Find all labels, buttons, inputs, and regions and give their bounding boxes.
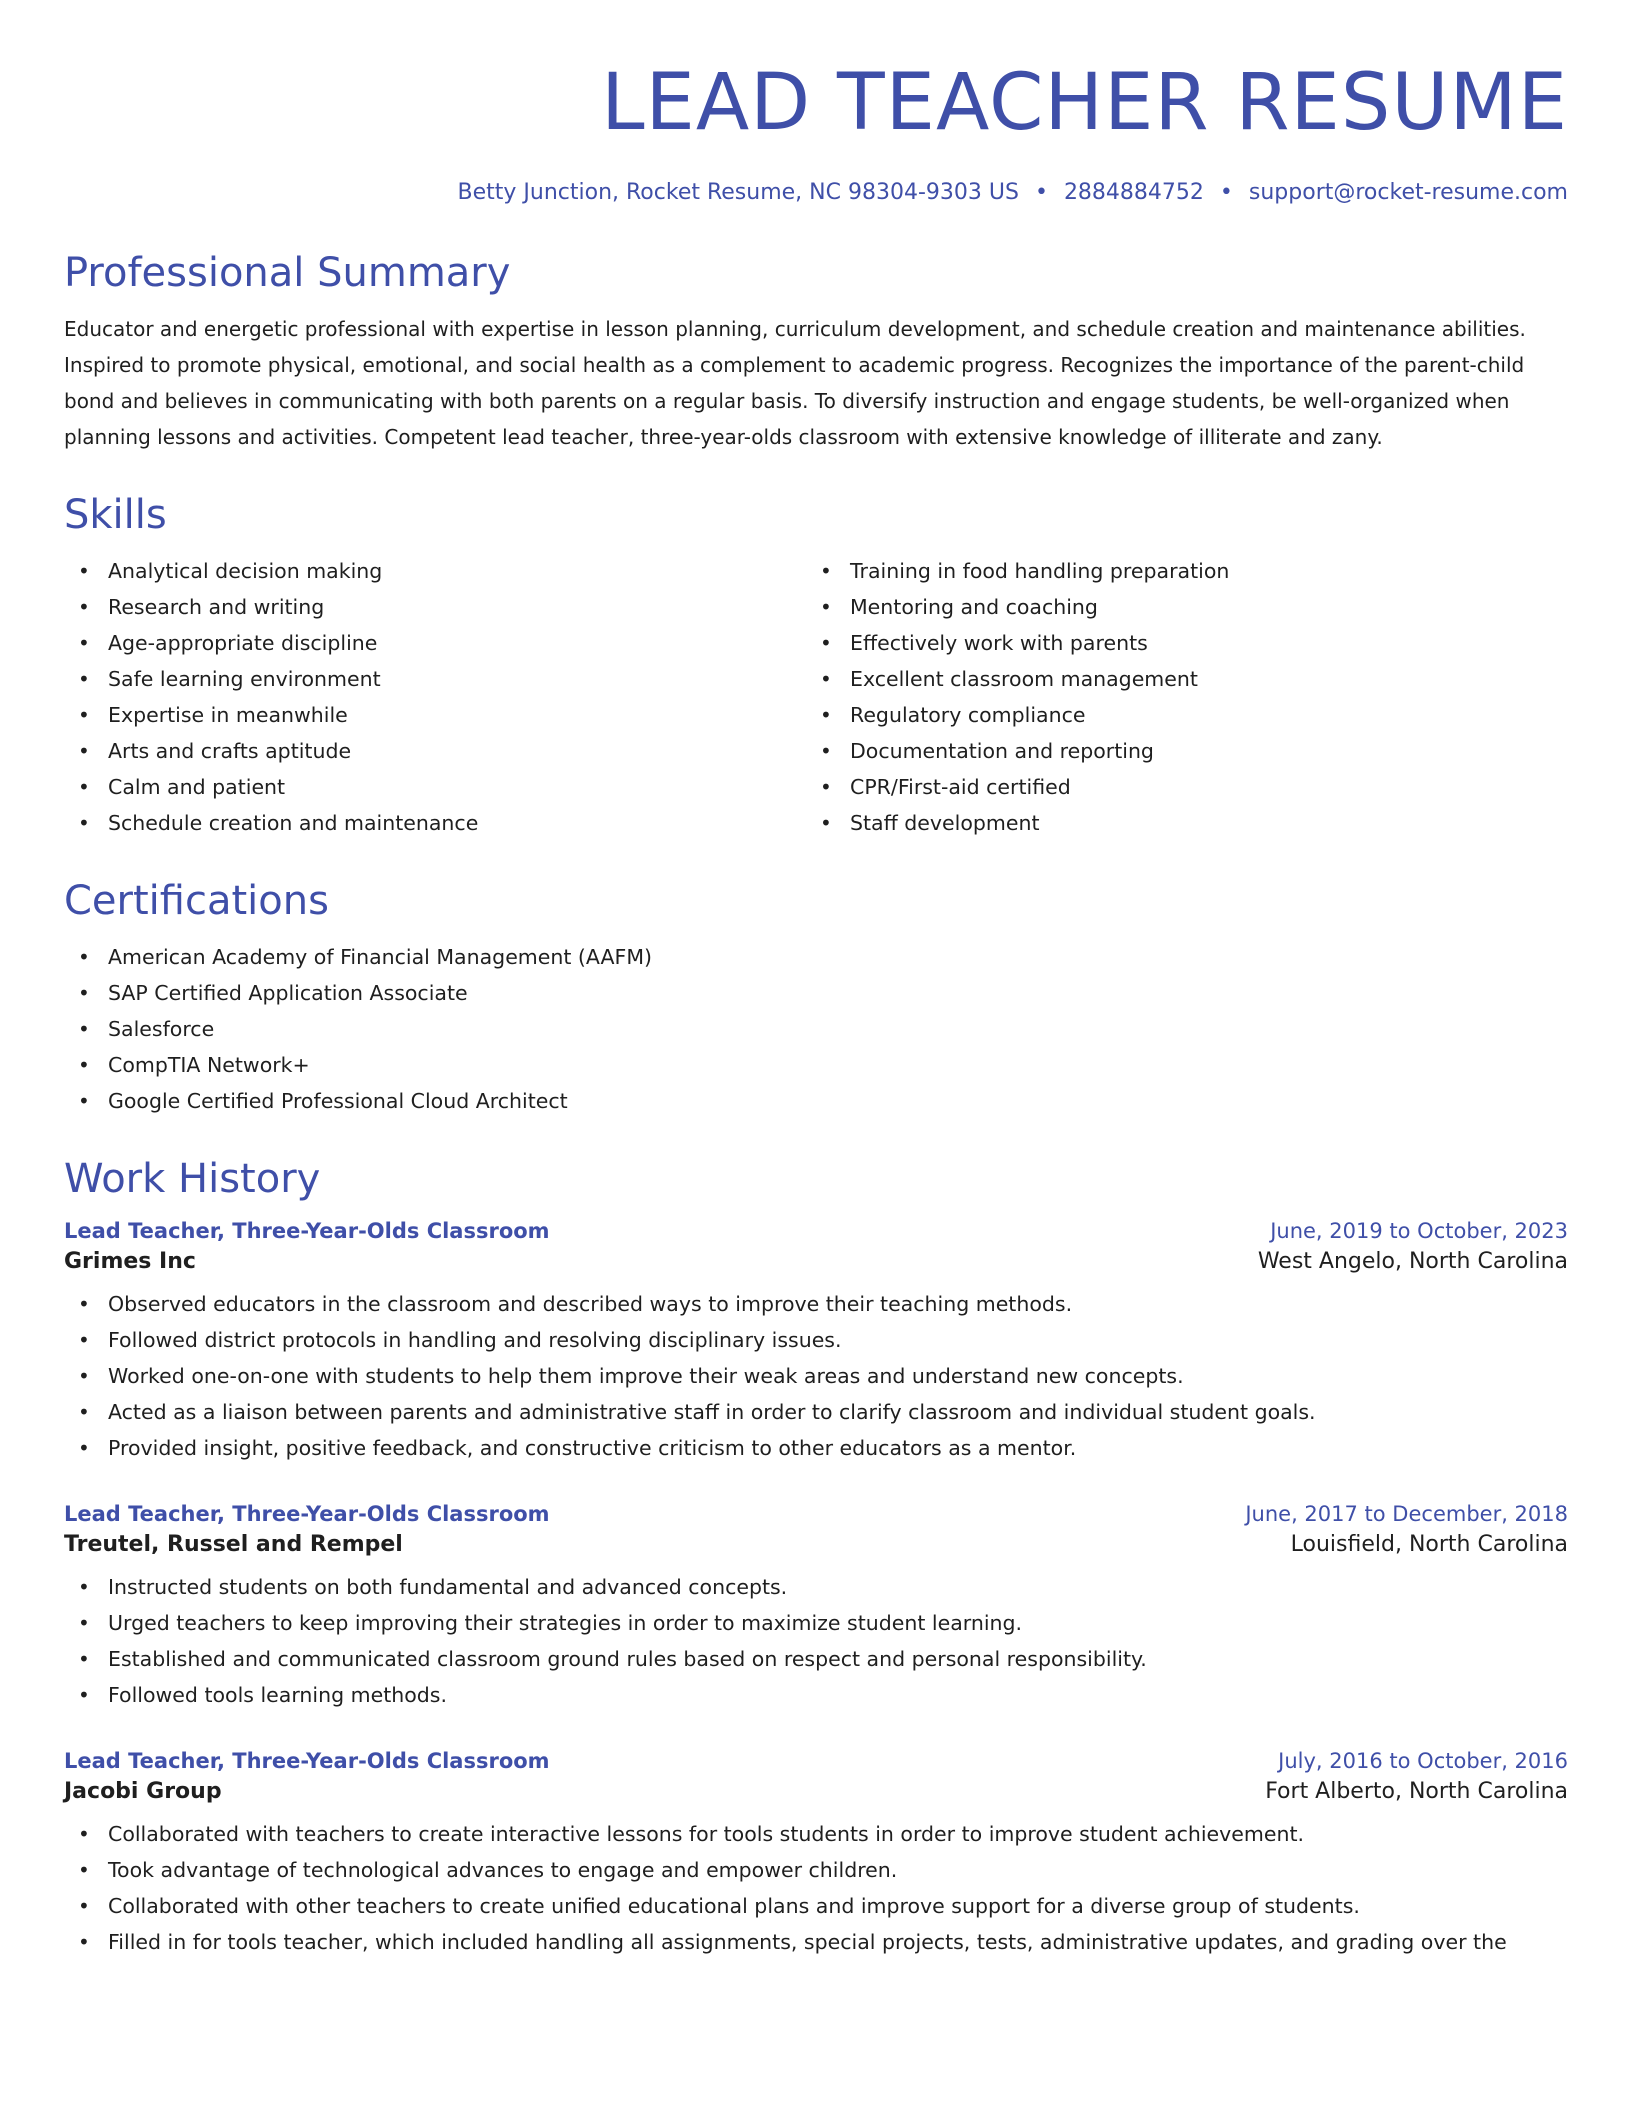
work-history-heading: Work History <box>64 1156 321 1202</box>
job-duty-item: • Followed tools learning methods. <box>64 1677 1568 1713</box>
job-duty-item: • Established and communicated classroom ground rules based on respect and personal responsibility. <box>64 1641 1568 1677</box>
job-title: Lead Teacher, Three-Year-Olds Classroom <box>64 1749 550 1773</box>
job-header <box>64 1219 1568 1243</box>
job-location: Fort Alberto, North Carolina <box>1265 1779 1568 1804</box>
job-dates: June, 2017 to December, 2018 <box>1245 1502 1568 1526</box>
certification-item: • SAP Certified Application Associate <box>64 975 1568 1011</box>
skill-item: • Effectively work with parents <box>806 625 1548 661</box>
certification-item: • CompTIA Network+ <box>64 1047 1568 1083</box>
skill-item: • Safe learning environment <box>64 661 806 697</box>
summary-heading: Professional Summary <box>64 250 511 296</box>
certification-item: • Salesforce <box>64 1011 1568 1047</box>
job-title: Lead Teacher, Three-Year-Olds Classroom <box>64 1219 550 1243</box>
skills-heading: Skills <box>64 492 167 538</box>
email-link[interactable]: support@rocket-resume.com <box>1248 180 1568 205</box>
skills-columns <box>64 537 1568 841</box>
job-duty-item: • Provided insight, positive feedback, and constructive criticism to other educators as a mentor. <box>64 1430 1568 1466</box>
job-entry <box>64 1502 1568 1713</box>
skill-item: • Arts and crafts aptitude <box>64 733 806 769</box>
skill-item: • Calm and patient <box>64 769 806 805</box>
skill-item: • Age-appropriate discipline <box>64 625 806 661</box>
certification-item: • Google Certified Professional Cloud Architect <box>64 1083 1568 1119</box>
skill-item: • Schedule creation and maintenance <box>64 805 806 841</box>
company-name: Grimes Inc <box>64 1249 196 1274</box>
job-header <box>64 1502 1568 1526</box>
skill-item: • Excellent classroom management <box>806 661 1548 697</box>
job-duty-item: • Instructed students on both fundamental and advanced concepts. <box>64 1569 1568 1605</box>
job-duty-item: • Followed district protocols in handling and resolving disciplinary issues. <box>64 1322 1568 1358</box>
job-duty-item: • Urged teachers to keep improving their strategies in order to maximize student learning. <box>64 1605 1568 1641</box>
job-title: Lead Teacher, Three-Year-Olds Classroom <box>64 1502 550 1526</box>
job-dates: July, 2016 to October, 2016 <box>1278 1749 1568 1773</box>
company-name: Jacobi Group <box>64 1779 222 1804</box>
skill-item: • Staff development <box>806 805 1548 841</box>
certification-item: • American Academy of Financial Management (AAFM) <box>64 939 1568 975</box>
skills-list-left <box>64 553 806 841</box>
job-duty-item: • Acted as a liaison between parents and administrative staff in order to clarify classroom and individual student goals. <box>64 1394 1568 1430</box>
resume-title: LEAD TEACHER RESUME <box>601 58 1568 148</box>
certifications-heading: Certifications <box>64 878 329 924</box>
skill-item: • Expertise in meanwhile <box>64 697 806 733</box>
summary-text: Educator and energetic professional with expertise in lesson planning, curriculum development, and schedule creation and maintenance abilities. Inspired to promote physical, emotional, and social health as a complement to academic progress. Recognizes the importance of the parent-child bond and believes in communicating with both parents on a regular basis. To diversify instruction and engage students, be well-organized when planning lessons and activities. Competent lead teacher, three-year-olds classroom with extensive knowledge of illiterate and zany. <box>64 317 1526 449</box>
job-duty-item: • Collaborated with other teachers to create unified educational plans and improve support for a diverse group of students. <box>64 1888 1568 1924</box>
skill-item: • Documentation and reporting <box>806 733 1548 769</box>
separator-dot: • <box>1034 180 1048 205</box>
job-duty-item: • Filled in for tools teacher, which included handling all assignments, special projects, tests, administrative updates, and grading over the <box>64 1924 1568 1960</box>
skills-list-right <box>806 553 1548 841</box>
skill-item: • Regulatory compliance <box>806 697 1548 733</box>
job-duty-item: • Collaborated with teachers to create interactive lessons for tools students in order to improve student achievement. <box>64 1816 1568 1852</box>
job-location: West Angelo, North Carolina <box>1257 1249 1568 1274</box>
skill-item: • Training in food handling preparation <box>806 553 1548 589</box>
skill-item: • Mentoring and coaching <box>806 589 1548 625</box>
job-duties-list <box>64 1286 1568 1466</box>
skill-item: • CPR/First-aid certified <box>806 769 1548 805</box>
job-employer-row <box>64 1249 1568 1274</box>
job-duty-item: • Took advantage of technological advances to engage and empower children. <box>64 1852 1568 1888</box>
skill-item: • Research and writing <box>64 589 806 625</box>
separator-dot: • <box>1219 180 1233 205</box>
phone: 2884884752 <box>1063 180 1204 205</box>
job-entry <box>64 1749 1568 1960</box>
job-duties-list <box>64 1816 1568 1960</box>
job-dates: June, 2019 to October, 2023 <box>1270 1219 1568 1243</box>
job-employer-row <box>64 1779 1568 1804</box>
job-duty-item: • Observed educators in the classroom and described ways to improve their teaching methods. <box>64 1286 1568 1322</box>
address: Betty Junction, Rocket Resume, NC 98304-9303 US <box>457 180 1019 205</box>
resume-page <box>64 0 1568 1960</box>
job-header <box>64 1749 1568 1773</box>
company-name: Treutel, Russel and Rempel <box>64 1532 403 1557</box>
contact-line <box>64 180 1568 205</box>
certifications-list <box>64 939 1568 1119</box>
job-entry <box>64 1219 1568 1466</box>
job-employer-row <box>64 1532 1568 1557</box>
job-duties-list <box>64 1569 1568 1713</box>
skill-item: • Analytical decision making <box>64 553 806 589</box>
job-duty-item: • Worked one-on-one with students to help them improve their weak areas and understand new concepts. <box>64 1358 1568 1394</box>
job-location: Louisfield, North Carolina <box>1290 1532 1568 1557</box>
